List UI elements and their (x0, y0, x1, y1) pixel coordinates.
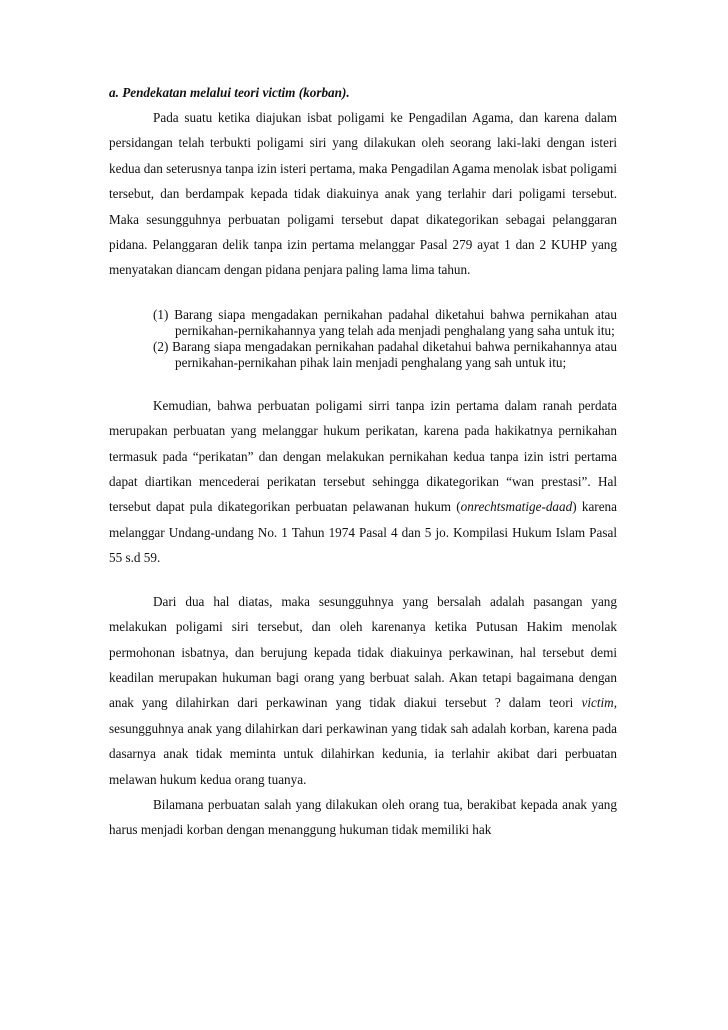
paragraph-2-text-a: Kemudian, bahwa perbuatan poligami sirri tanpa izin pertama dalam ranah perdata merupakan perbuatan yang melanggar hukum perikatan, karena pada hakikatnya pernikahan termasuk pada “perikatan” dan dengan melakukan pernikahan kedua tanpa izin istri pertama dapat diartikan mencederai perikatan tersebut sehingga dikategorikan “wan prestasi”. Hal tersebut dapat pula dikategorikan perbuatan pelawanan hukum ( (109, 397, 617, 515)
quote-item-1: (1) Barang siapa mengadakan pernikahan padahal diketahui bahwa pernikahan atau pernikahan-pernikahannya yang telah ada menjadi penghalang yang saha untuk itu; (153, 306, 617, 338)
paragraph-2-italic-term: onrechtsmatige-daad (460, 499, 573, 515)
quote-item-2: (2) Barang siapa mengadakan pernikahan padahal diketahui bahwa pernikahannya atau pernikahan-pernikahan pihak lain menjadi penghalang yang sah untuk itu; (153, 338, 617, 370)
paragraph-4: Bilamana perbuatan salah yang dilakukan oleh orang tua, berakibat kepada anak yang harus menjadi korban dengan menanggung hukuman tidak memiliki hak (109, 796, 617, 838)
paragraph-3-text-a: Dari dua hal diatas, maka sesungguhnya yang bersalah adalah pasangan yang melakukan poligami siri tersebut, dan oleh karenanya ketika Putusan Hakim menolak permohonan isbatnya, dan berujung kepada tidak diakuinya perkawinan, hal tersebut demi keadilan merupakan hukuman bagi orang yang berbuat salah. Akan tetapi bagaimana dengan anak yang dilahirkan dari perkawinan yang tidak diakui tersebut ? dalam teori (109, 593, 617, 711)
paragraph-3-text-b: , sesungguhnya anak yang dilahirkan dari perkawinan yang tidak sah adalah korban, karena pada dasarnya anak tidak meminta untuk dilahirkan kedunia, ia terlahir akibat dari perbuatan melawan hukum kedua orang tuanya. (109, 695, 617, 787)
paragraph-3 (109, 589, 617, 792)
paragraph-1: Pada suatu ketika diajukan isbat poligami ke Pengadilan Agama, dan karena dalam persidangan telah terbukti poligami siri yang dilakukan oleh seorang laki-laki dengan isteri kedua dan seterusnya tanpa izin isteri pertama, maka Pengadilan Agama menolak isbat poligami tersebut, dan berdampak kepada tidak diakuinya anak yang terlahir dari poligami tersebut. Maka sesungguhnya perbuatan poligami tersebut dapat dikategorikan sebagai pelanggaran pidana. Pelanggaran delik tanpa izin pertama melanggar Pasal 279 ayat 1 dan 2 KUHP yang menyatakan diancam dengan pidana penjara paling lama lima tahun. (109, 110, 617, 278)
paragraph-3-italic-term: victim (581, 695, 614, 711)
section-heading: a. Pendekatan melalui teori victim (korban). (109, 85, 350, 100)
paragraph-2-text-b: ) karena melanggar Undang-undang No. 1 Tahun 1974 Pasal 4 dan 5 jo. Kompilasi Hukum Islam Pasal 55 s.d 59. (109, 499, 617, 566)
paragraph-2 (109, 393, 617, 571)
legal-quote-block (153, 307, 617, 371)
document-page (109, 84, 617, 843)
